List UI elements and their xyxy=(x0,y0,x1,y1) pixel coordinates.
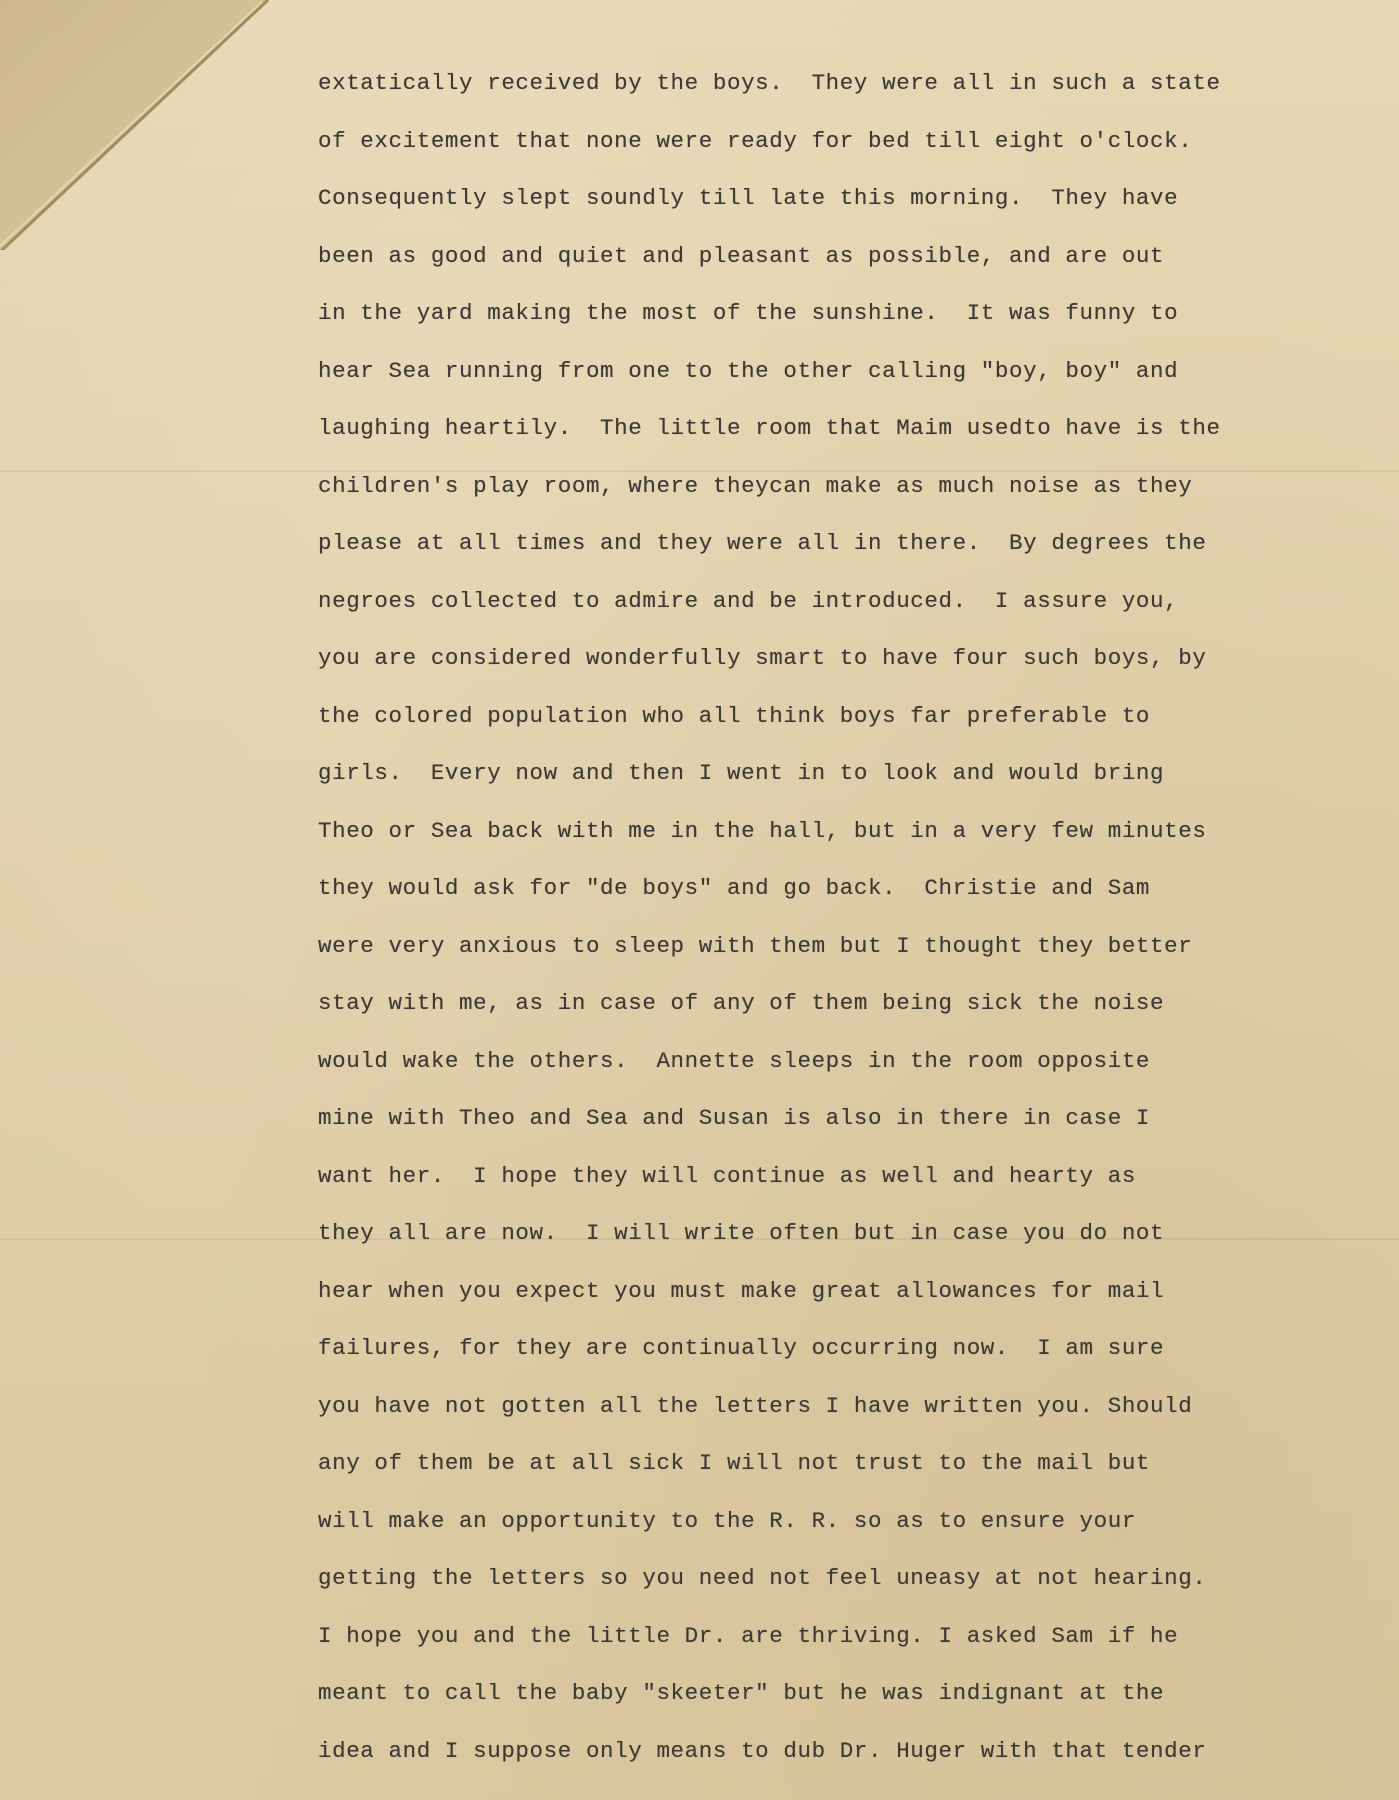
text-line: please at all times and they were all in there. By degrees the xyxy=(318,530,1207,556)
text-line: were very anxious to sleep with them but I thought they better xyxy=(318,932,1193,959)
text-line: the colored population who all think boys far preferable to xyxy=(318,702,1151,729)
text-line: failures, for they are continually occurring now. I am sure xyxy=(318,1335,1165,1361)
typed-letter-text xyxy=(318,58,1358,1783)
text-line: want her. I hope they will continue as well and hearty as xyxy=(318,1162,1136,1189)
text-line: been as good and quiet and pleasant as possible, and are out xyxy=(318,242,1165,269)
text-line: Consequently slept soundly till late this morning. They have xyxy=(318,185,1179,211)
text-line: you have not gotten all the letters I have written you. Should xyxy=(318,1392,1193,1419)
text-line: will make an opportunity to the R. R. so as to ensure your xyxy=(318,1507,1136,1534)
text-line: mine with Theo and Sea and Susan is also in there in case I xyxy=(318,1105,1151,1131)
text-line: extatically received by the boys. They were all in such a state xyxy=(318,70,1221,96)
text-line: getting the letters so you need not feel uneasy at not hearing. xyxy=(318,1565,1207,1591)
text-line: hear Sea running from one to the other calling "boy, boy" and xyxy=(318,357,1179,384)
text-line: Theo or Sea back with me in the hall, but in a very few minutes xyxy=(318,817,1207,844)
text-line: negroes collected to admire and be introduced. I assure you, xyxy=(318,587,1179,614)
text-line: hear when you expect you must make great allowances for mail xyxy=(318,1277,1165,1304)
text-line: laughing heartily. The little room that Maim usedto have is the xyxy=(318,415,1221,441)
text-line: girls. Every now and then I went in to look and would bring xyxy=(318,760,1165,786)
text-line: I hope you and the little Dr. are thriving. I asked Sam if he xyxy=(318,1622,1179,1649)
text-line: they all are now. I will write often but in case you do not xyxy=(318,1220,1165,1246)
text-line: would wake the others. Annette sleeps in the room opposite xyxy=(318,1047,1151,1074)
text-line: stay with me, as in case of any of them being sick the noise xyxy=(318,990,1165,1016)
text-line: of excitement that none were ready for bed till eight o'clock. xyxy=(318,127,1193,154)
text-line: idea and I suppose only means to dub Dr. Huger with that tender xyxy=(318,1737,1207,1764)
text-line: meant to call the baby "skeeter" but he was indignant at the xyxy=(318,1680,1165,1706)
text-line: any of them be at all sick I will not trust to the mail but xyxy=(318,1450,1151,1476)
text-line: you are considered wonderfully smart to have four such boys, by xyxy=(318,645,1207,671)
text-line: children's play room, where theycan make as much noise as they xyxy=(318,472,1193,499)
text-line: they would ask for "de boys" and go back. Christie and Sam xyxy=(318,875,1151,901)
text-line: in the yard making the most of the sunshine. It was funny to xyxy=(318,300,1179,326)
folded-corner xyxy=(0,0,270,250)
